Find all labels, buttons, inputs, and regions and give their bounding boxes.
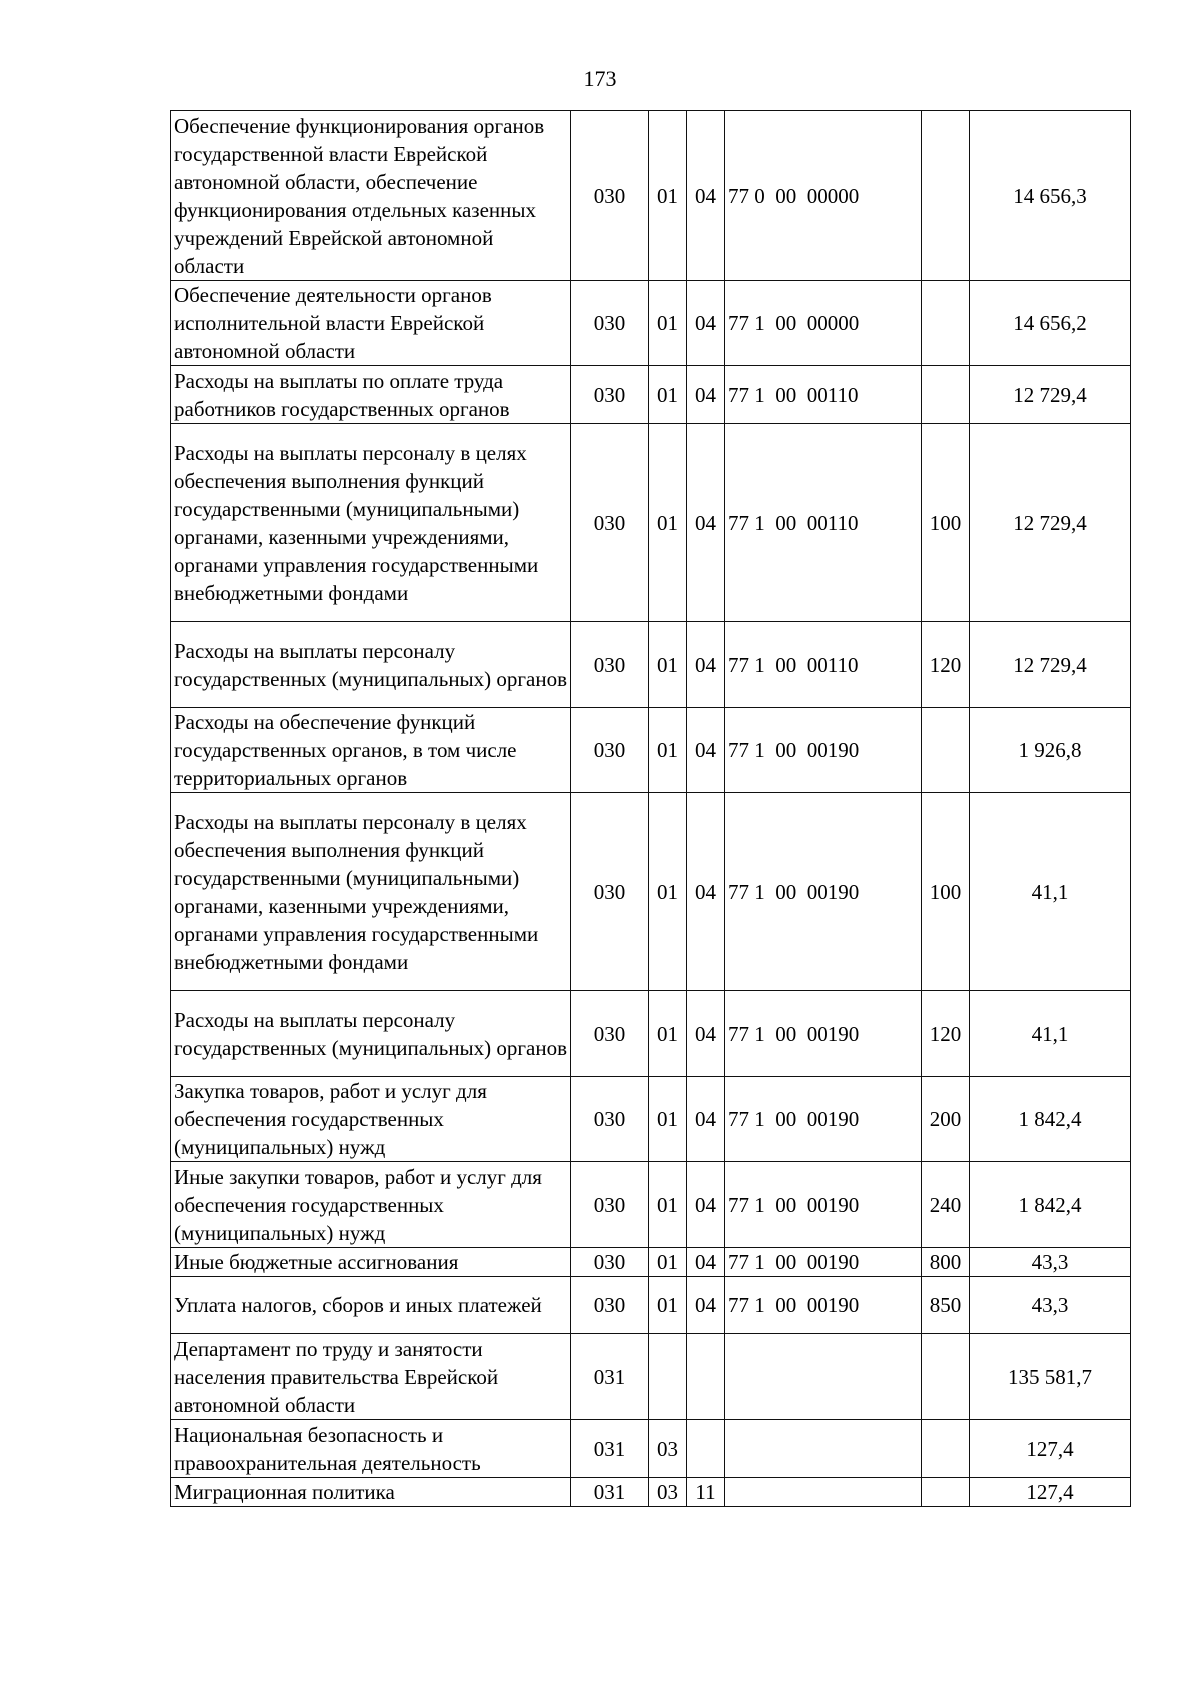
- program-code: 77 1 00 00190: [725, 793, 922, 991]
- section-code: 01: [649, 622, 687, 708]
- table-row: [171, 1077, 1131, 1162]
- amount: 1 926,8: [970, 708, 1131, 793]
- section-code: 01: [649, 111, 687, 281]
- amount: 1 842,4: [970, 1077, 1131, 1162]
- row-name: Миграционная политика: [171, 1478, 571, 1507]
- section-code: 03: [649, 1478, 687, 1507]
- amount: 12 729,4: [970, 424, 1131, 622]
- section-code: 01: [649, 424, 687, 622]
- row-name: Расходы на обеспечение функций государственных органов, в том числе территориальных органов: [171, 708, 571, 793]
- row-name: Расходы на выплаты по оплате труда работников государственных органов: [171, 366, 571, 424]
- expense-type-code: 120: [922, 991, 970, 1077]
- subsection-code: 04: [687, 424, 725, 622]
- amount: 1 842,4: [970, 1162, 1131, 1248]
- expense-type-code: 120: [922, 622, 970, 708]
- expense-type-code: [922, 708, 970, 793]
- amount: 41,1: [970, 793, 1131, 991]
- subsection-code: 04: [687, 1077, 725, 1162]
- program-code: 77 1 00 00110: [725, 424, 922, 622]
- section-code: 01: [649, 708, 687, 793]
- ministry-code: 030: [571, 281, 649, 366]
- ministry-code: 030: [571, 991, 649, 1077]
- table-row: [171, 793, 1131, 991]
- expense-type-code: [922, 1478, 970, 1507]
- ministry-code: 030: [571, 111, 649, 281]
- row-name: Закупка товаров, работ и услуг для обеспечения государственных (муниципальных) нужд: [171, 1077, 571, 1162]
- ministry-code: 030: [571, 1248, 649, 1277]
- row-name: Национальная безопасность и правоохранительная деятельность: [171, 1420, 571, 1478]
- ministry-code: 030: [571, 1077, 649, 1162]
- subsection-code: 04: [687, 281, 725, 366]
- row-name: Расходы на выплаты персоналу государственных (муниципальных) органов: [171, 622, 571, 708]
- amount: 41,1: [970, 991, 1131, 1077]
- row-name: Обеспечение деятельности органов исполнительной власти Еврейской автономной области: [171, 281, 571, 366]
- expense-type-code: [922, 281, 970, 366]
- amount: 14 656,2: [970, 281, 1131, 366]
- row-name: Расходы на выплаты персоналу в целях обеспечения выполнения функций государственными (муниципальными) органами, казенными учреждениями, органами управления государственными внебюджетными фондами: [171, 793, 571, 991]
- expense-type-code: [922, 1420, 970, 1478]
- expense-type-code: [922, 366, 970, 424]
- ministry-code: 031: [571, 1334, 649, 1420]
- program-code: [725, 1334, 922, 1420]
- amount: 43,3: [970, 1277, 1131, 1334]
- subsection-code: 04: [687, 991, 725, 1077]
- program-code: 77 1 00 00190: [725, 1077, 922, 1162]
- section-code: 01: [649, 1077, 687, 1162]
- row-name: Расходы на выплаты персоналу в целях обеспечения выполнения функций государственными (муниципальными) органами, казенными учреждениями, органами управления государственными внебюджетными фондами: [171, 424, 571, 622]
- table-row: [171, 281, 1131, 366]
- table-row: [171, 111, 1131, 281]
- expense-type-code: 240: [922, 1162, 970, 1248]
- section-code: 01: [649, 1248, 687, 1277]
- table-row: [171, 1334, 1131, 1420]
- subsection-code: 11: [687, 1478, 725, 1507]
- row-name: Иные закупки товаров, работ и услуг для обеспечения государственных (муниципальных) нужд: [171, 1162, 571, 1248]
- amount: 127,4: [970, 1420, 1131, 1478]
- expense-type-code: 800: [922, 1248, 970, 1277]
- expense-type-code: [922, 111, 970, 281]
- subsection-code: 04: [687, 1162, 725, 1248]
- program-code: [725, 1478, 922, 1507]
- subsection-code: 04: [687, 708, 725, 793]
- program-code: 77 0 00 00000: [725, 111, 922, 281]
- program-code: 77 1 00 00190: [725, 708, 922, 793]
- subsection-code: 04: [687, 793, 725, 991]
- expense-type-code: 200: [922, 1077, 970, 1162]
- subsection-code: 04: [687, 1277, 725, 1334]
- program-code: 77 1 00 00110: [725, 622, 922, 708]
- subsection-code: [687, 1420, 725, 1478]
- amount: 43,3: [970, 1248, 1131, 1277]
- subsection-code: 04: [687, 366, 725, 424]
- table-row: [171, 1277, 1131, 1334]
- page-number: 173: [583, 66, 617, 91]
- section-code: 01: [649, 281, 687, 366]
- table-row: [171, 1478, 1131, 1507]
- section-code: 01: [649, 1277, 687, 1334]
- row-name: Иные бюджетные ассигнования: [171, 1248, 571, 1277]
- program-code: 77 1 00 00110: [725, 366, 922, 424]
- section-code: 01: [649, 366, 687, 424]
- section-code: 03: [649, 1420, 687, 1478]
- section-code: [649, 1334, 687, 1420]
- row-name: Уплата налогов, сборов и иных платежей: [171, 1277, 571, 1334]
- ministry-code: 030: [571, 1162, 649, 1248]
- ministry-code: 030: [571, 366, 649, 424]
- expense-type-code: 100: [922, 793, 970, 991]
- budget-table: [170, 110, 1131, 1507]
- row-name: Департамент по труду и занятости населения правительства Еврейской автономной области: [171, 1334, 571, 1420]
- ministry-code: 030: [571, 424, 649, 622]
- expense-type-code: [922, 1334, 970, 1420]
- table-row: [171, 424, 1131, 622]
- section-code: 01: [649, 793, 687, 991]
- subsection-code: 04: [687, 1248, 725, 1277]
- subsection-code: 04: [687, 622, 725, 708]
- ministry-code: 031: [571, 1420, 649, 1478]
- row-name: Обеспечение функционирования органов государственной власти Еврейской автономной области, обеспечение функционирования отдельных казенных учреждений Еврейской автономной области: [171, 111, 571, 281]
- subsection-code: [687, 1334, 725, 1420]
- amount: 135 581,7: [970, 1334, 1131, 1420]
- table-row: [171, 1420, 1131, 1478]
- amount: 127,4: [970, 1478, 1131, 1507]
- row-name: Расходы на выплаты персоналу государственных (муниципальных) органов: [171, 991, 571, 1077]
- program-code: 77 1 00 00190: [725, 1162, 922, 1248]
- program-code: 77 1 00 00190: [725, 1248, 922, 1277]
- expense-type-code: 100: [922, 424, 970, 622]
- subsection-code: 04: [687, 111, 725, 281]
- table-row: [171, 366, 1131, 424]
- table-row: [171, 622, 1131, 708]
- ministry-code: 030: [571, 622, 649, 708]
- ministry-code: 031: [571, 1478, 649, 1507]
- amount: 12 729,4: [970, 366, 1131, 424]
- program-code: 77 1 00 00000: [725, 281, 922, 366]
- table-row: [171, 1162, 1131, 1248]
- ministry-code: 030: [571, 793, 649, 991]
- amount: 14 656,3: [970, 111, 1131, 281]
- table-row: [171, 991, 1131, 1077]
- program-code: 77 1 00 00190: [725, 991, 922, 1077]
- program-code: [725, 1420, 922, 1478]
- ministry-code: 030: [571, 708, 649, 793]
- table-row: [171, 1248, 1131, 1277]
- table-row: [171, 708, 1131, 793]
- expense-type-code: 850: [922, 1277, 970, 1334]
- amount: 12 729,4: [970, 622, 1131, 708]
- ministry-code: 030: [571, 1277, 649, 1334]
- program-code: 77 1 00 00190: [725, 1277, 922, 1334]
- section-code: 01: [649, 1162, 687, 1248]
- section-code: 01: [649, 991, 687, 1077]
